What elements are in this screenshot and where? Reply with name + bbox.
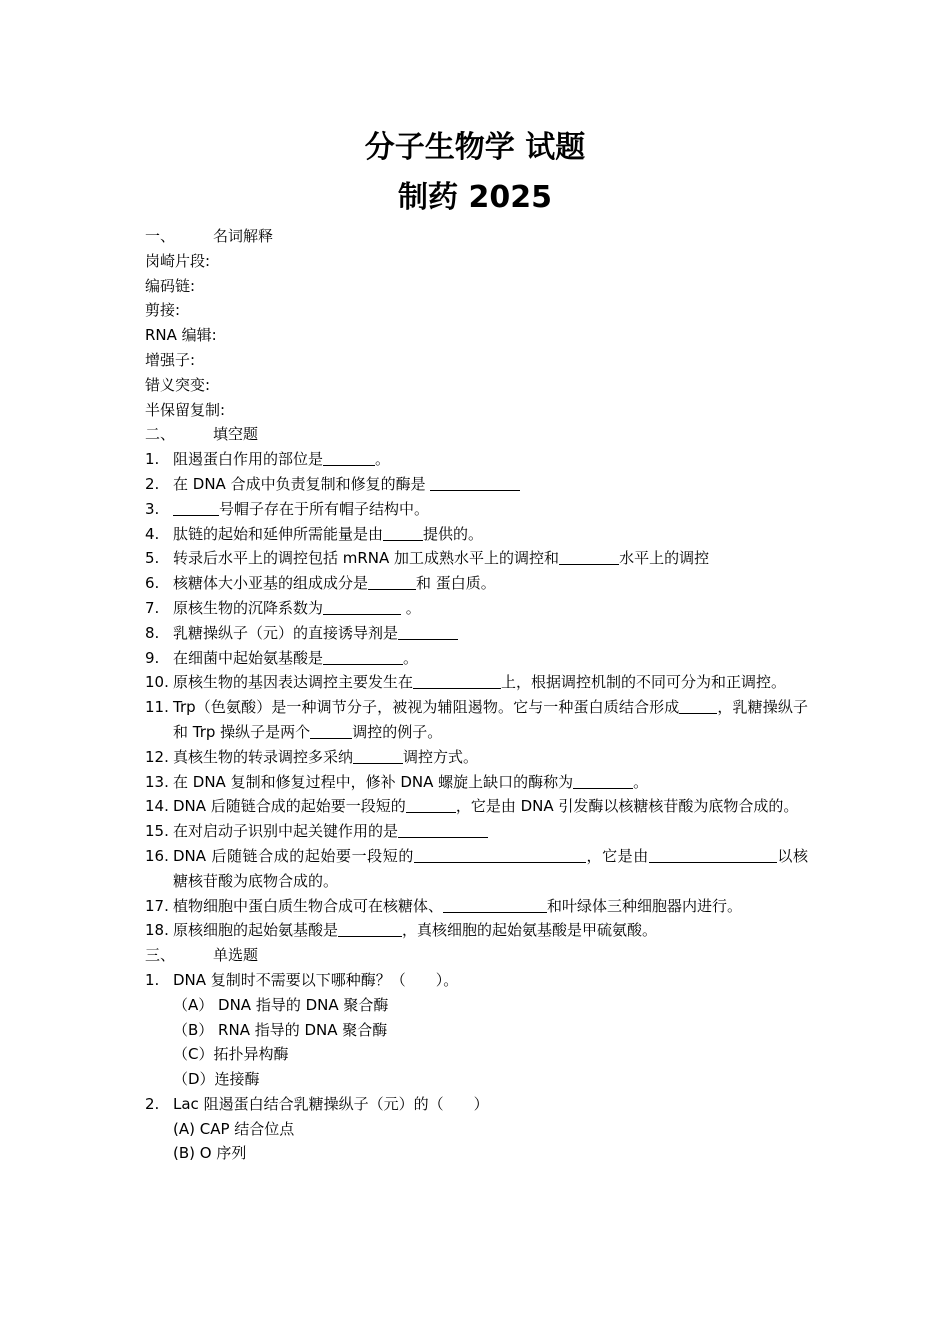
term: RNA 编辑: [145, 326, 217, 345]
answer-blank[interactable] [414, 845, 586, 863]
choice-option[interactable]: (B) O 序列 [173, 1144, 247, 1163]
term: 编码链: [145, 276, 196, 295]
choice-option[interactable]: （B） RNA 指导的 DNA 聚合酶 [173, 1020, 388, 1039]
fill-question: 17. 植物细胞中蛋白质生物合成可在核糖体、 和叶绿体三种细胞器内进行。 [145, 896, 743, 915]
choice-option[interactable]: （C）拓扑异构酶 [173, 1045, 289, 1064]
term: 剪接: [145, 301, 181, 320]
answer-blank[interactable] [323, 448, 375, 466]
answer-blank[interactable] [383, 523, 423, 541]
term: 错义突变: [145, 375, 211, 394]
fill-question: 15. 在对启动子识别中起关键作用的是 [145, 819, 808, 844]
answer-blank[interactable] [443, 895, 547, 913]
answer-blank[interactable] [310, 721, 352, 739]
fill-question: 11. Trp（色氨酸）是一种调节分子，被视为辅阻遏物。它与一种蛋白质结合形成 ，乳糖操纵子和 Trp 操纵子是两个 调控的例子。 [145, 698, 808, 741]
fill-question: 16. DNA 后随链合成的起始要一段短的 ，它是由 以核糖核苷酸为底物合成的。 [145, 846, 808, 890]
answer-blank[interactable] [398, 820, 488, 838]
fill-question: 4. 肽链的起始和延伸所需能量是由 提供的。 [145, 524, 484, 543]
answer-blank[interactable] [173, 498, 219, 516]
choice-option[interactable]: （A） DNA 指导的 DNA 聚合酶 [173, 995, 389, 1014]
term: 岗崎片段: [145, 251, 211, 270]
answer-blank[interactable] [430, 473, 520, 491]
section-heading-fill: 二、 填空题 [145, 425, 259, 444]
section-heading-terms: 一、 名词解释 [145, 227, 274, 245]
fill-question: 6. 核糖体大小亚基的组成成分是 和 蛋白质。 [145, 574, 496, 593]
answer-blank[interactable] [413, 671, 501, 689]
fill-question: 14. DNA 后随链合成的起始要一段短的 ，它是由 DNA 引发酶以核糖核苷酸为底物合成的。 [145, 797, 799, 816]
exam-subtitle: 制药 2025 [398, 180, 552, 215]
term: 增强子: [145, 350, 196, 369]
section-heading-choice: 三、 单选题 [145, 946, 259, 965]
answer-blank[interactable] [323, 647, 403, 665]
answer-blank[interactable] [559, 547, 619, 565]
fill-question: 2. 在 DNA 合成中负责复制和修复的酶是 [145, 472, 808, 497]
choice-option[interactable]: (A) CAP 结合位点 [173, 1119, 295, 1138]
fill-question: 3. 号帽子存在于所有帽子结构中。 [145, 499, 430, 518]
exam-title: 分子生物学 试题 [364, 130, 586, 165]
fill-question: 12. 真核生物的转录调控多采纳 调控方式。 [145, 747, 479, 766]
fill-question: 13. 在 DNA 复制和修复过程中，修补 DNA 螺旋上缺口的酶称为 。 [145, 772, 649, 791]
fill-question: 10. 原核生物的基因表达调控主要发生在 上，根据调控机制的不同可分为和正调控。 [145, 673, 787, 692]
answer-blank[interactable] [368, 572, 416, 590]
choice-option[interactable]: （D）连接酶 [173, 1070, 260, 1089]
answer-blank[interactable] [679, 696, 717, 714]
term: 半保留复制: [145, 400, 226, 419]
fill-question: 7. 原核生物的沉降系数为 。 [145, 598, 421, 617]
fill-question: 1. 阻遏蛋白作用的部位是 。 [145, 450, 391, 469]
answer-blank[interactable] [338, 919, 402, 937]
answer-blank[interactable] [323, 597, 401, 615]
fill-question: 8. 乳糖操纵子（元）的直接诱导剂是 [145, 621, 808, 646]
choice-question: 1. DNA 复制时不需要以下哪种酶？（ ）。 [145, 970, 459, 989]
choice-question: 2. Lac 阻遏蛋白结合乳糖操纵子（元）的（ ） [145, 1094, 489, 1113]
answer-blank[interactable] [573, 771, 633, 789]
answer-blank[interactable] [398, 622, 458, 640]
answer-blank[interactable] [353, 746, 403, 764]
fill-question: 9. 在细菌中起始氨基酸是 。 [145, 648, 419, 667]
exam-body [145, 224, 808, 1166]
answer-blank[interactable] [649, 845, 777, 863]
fill-question: 5. 转录后水平上的调控包括 mRNA 加工成熟水平上的调控和 水平上的调控 [145, 549, 710, 568]
answer-blank[interactable] [406, 795, 456, 813]
fill-question: 18. 原核细胞的起始氨基酸是 ，真核细胞的起始氨基酸是甲硫氨酸。 [145, 921, 658, 940]
